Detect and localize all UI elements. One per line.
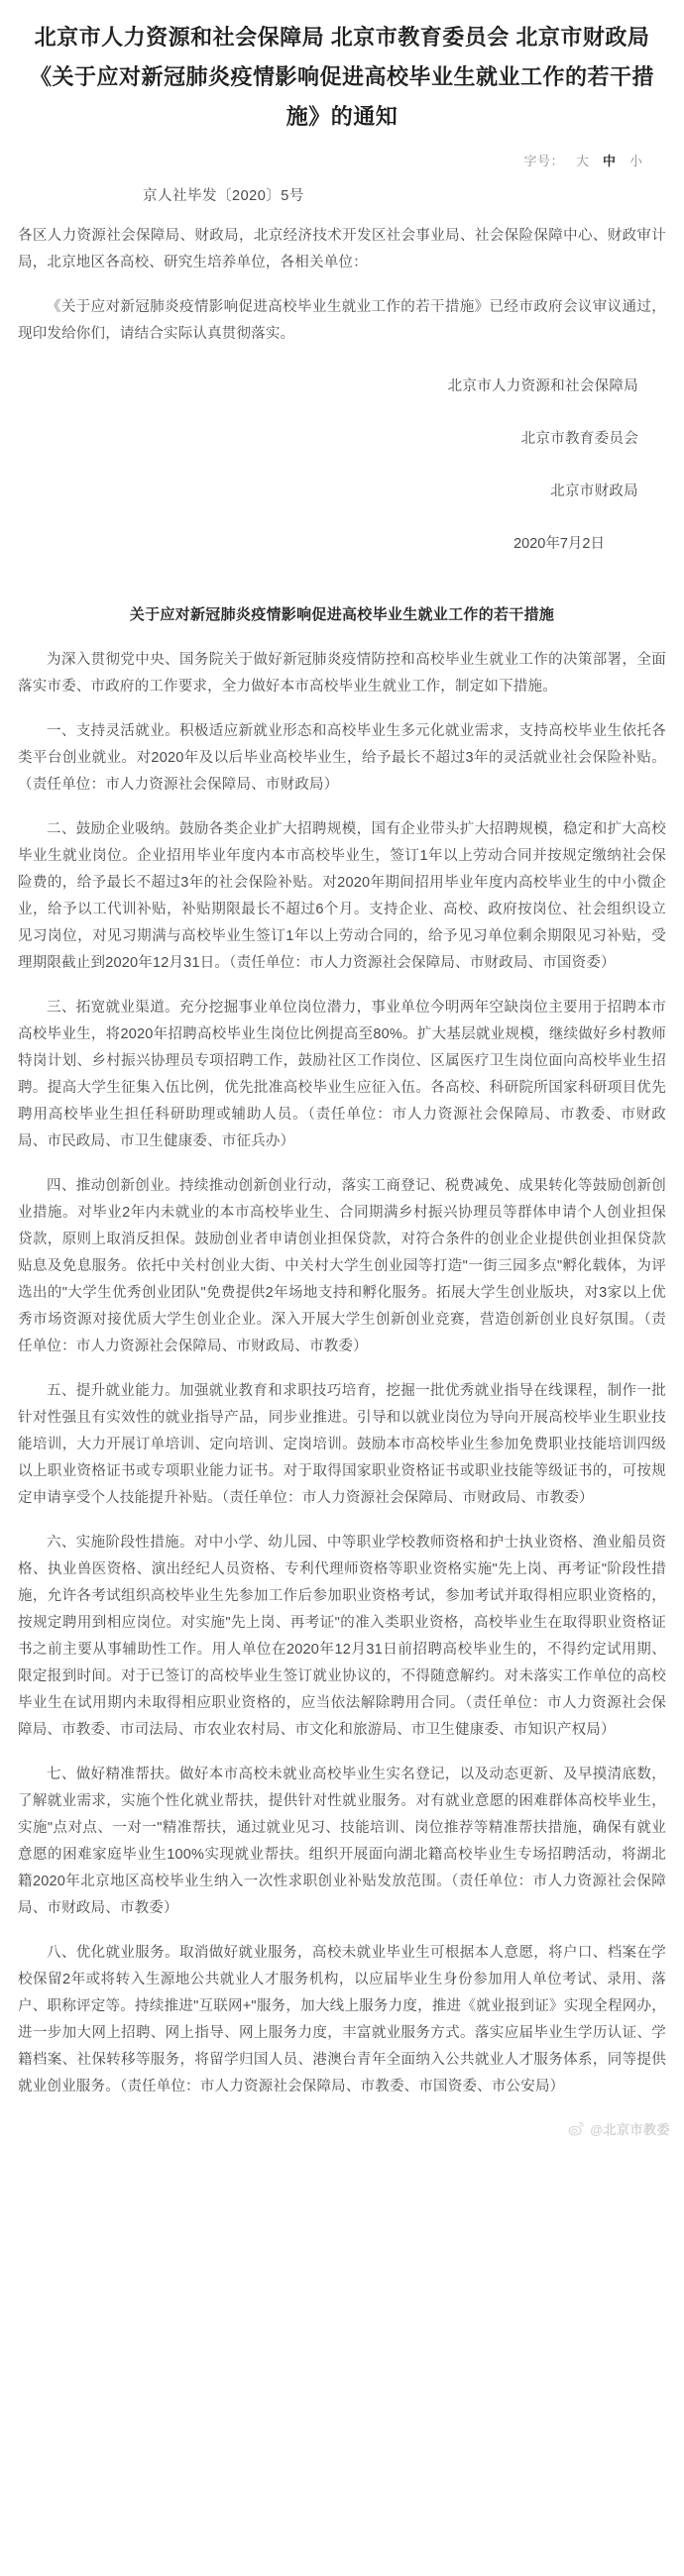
document-number: 京人社毕发〔2020〕5号 [143,188,304,204]
watermark-label: @北京市教委 [590,2122,670,2137]
page-title: 北京市人力资源和社会保障局 北京市教育委员会 北京市财政局《关于应对新冠肺炎疫情影响促进高校毕业生就业工作的若干措施》的通知 [29,25,654,129]
spacer [18,1159,666,1173]
signature-date: 2020年7月2日 [513,536,605,552]
signer-finance-bureau: 北京市财政局 [550,483,638,499]
measures-preamble: 为深入贯彻党中央、国务院关于做好新冠肺炎疫情防控和高校毕业生就业工作的决策部署，全面落实市委、市政府的工作要求，全力做好本市高校毕业生就业工作，制定如下措施。 [18,652,666,695]
spacer [18,1516,666,1530]
measure-item-1: 一、支持灵活就业。积极适应新就业形态和高校毕业生多元化就业需求，支持高校毕业生依托各类平台创业就业。对2020年及以后毕业高校毕业生，给予最长不超过3年的灵活就业社会保险补贴。（责任单位：市人力资源社会保障局、市财政局） [18,723,666,793]
letter-salutation: 各区人力资源社会保障局、财政局，北京经济技术开发区社会事业局、社会保险保障中心、财政审计局，北京地区各高校、研究生培养单位，各相关单位： [18,228,666,270]
letter-body: 《关于应对新冠肺炎疫情影响促进高校毕业生就业工作的若干措施》已经市政府会议审议通过，现印发给你们，请结合实际认真贯彻落实。 [18,299,666,342]
measure-item-5: 五、提升就业能力。加强就业教育和求职技巧培育，挖掘一批优秀就业指导在线课程，制作一批针对性强且有实效性的就业指导产品，同步业推进。引导和以就业岗位为导向开展高校毕业生职业技能培训，大力开展订单培训、定向培训、定岗培训。鼓励本市高校毕业生参加免费职业技能培训四级以上职业资格证书或专项职业能力证书。对于取得国家职业资格证书或职业技能等级证书的，可按规定申请享受个人技能提升补贴。（责任单位：市人力资源社会保障局、市财政局、市教委） [18,1383,666,1506]
spacer [18,1748,666,1762]
signer-education-commission: 北京市教育委员会 [520,431,638,447]
measure-item-8: 八、优化就业服务。取消做好就业服务，高校未就业毕业生可根据本人意愿，将户口、档案在学校保留2年或将转入生源地公共就业人才服务机构，以应届毕业生身份参加用人单位考试、录用、落户、职称评定等。持续推进"互联网+"服务，加大线上服务力度，推进《就业报到证》实现全程网办，进一步加大网上招聘、网上指导、网上服务力度，丰富就业服务方式。落实应届毕业生学历认证、学籍档案、社保转移等服务，将留学归国人员、港澳台青年全面纳入公共就业人才服务体系，同等提供就业创业服务。（责任单位：市人力资源社会保障局、市教委、市国资委、市公安局） [18,1945,666,2094]
spacer [18,704,666,718]
font-size-label: 字号： [523,154,564,168]
weibo-icon [568,2120,585,2137]
measure-item-7: 七、做好精准帮扶。做好本市高校未就业高校毕业生实名登记，以及动态更新、及早摸清底数，了解就业需求，实施个性化就业帮扶，提供针对性就业服务。对有就业意愿的困难群体高校毕业生，实施"点对点、一对一"精准帮扶，通过就业见习、技能培训、岗位推荐等精准帮扶措施，确保有就业意愿的困难家庭毕业生100%实现就业帮扶。组织开展面向湖北籍高校毕业生专场招聘活动，将湖北籍2020年北京地区高校毕业生纳入一次性求职创业补贴发放范围。（责任单位：市人力资源社会保障局、市财政局、市教委） [18,1767,666,1916]
measure-item-2: 二、鼓励企业吸纳。鼓励各类企业扩大招聘规模，国有企业带头扩大招聘规模，稳定和扩大高校毕业生就业岗位。企业招用毕业年度内本市高校毕业生，签订1年以上劳动合同并按规定缴纳社会保险费的，给予最长不超过3年的社会保险补贴。对2020年期间招用毕业年度内高校毕业生的中小微企业，给予以工代训补贴，补贴期限最长不超过6个月。支持企业、高校、政府按岗位、社会组织设立见习岗位，对见习期满与高校毕业生签订1年以上劳动合同的，给予见习单位剩余期限见习补贴，受理期限截止到2020年12月31日。（责任单位：市人力资源社会保障局、市财政局、市国资委） [18,821,666,971]
font-size-small-button[interactable]: 小 [628,154,642,168]
document-page [0,10,684,2144]
font-size-large-button[interactable]: 大 [575,154,589,168]
spacer [18,803,666,816]
measure-item-6: 六、实施阶段性措施。对中小学、幼儿园、中等职业学校教师资格和护士执业资格、渔业船员资格、执业兽医资格、演出经纪人员资格、专利代理师资格等职业资格实施"先上岗、再考证"阶段性措施，允许各考试组织高校毕业生先参加工作后参加职业资格考试，参加考试并取得相应职业资格的，按规定聘用到相应岗位。对实施"先上岗、再考证"的准入类职业资格，高校毕业生在取得职业资格证书之前主要从事辅助性工作。用人单位在2020年12月31日前招聘高校毕业生的，不得约定试用期、限定报到时间。对于已签订的高校毕业生签订就业协议的，不得随意解约。对未落实工作单位的高校毕业生在试用期内未取得相应职业资格的，应当依法解除聘用合同。（责任单位：市人力资源社会保障局、市教委、市司法局、市农业农村局、市文化和旅游局、市卫生健康委、市知识产权局） [18,1535,666,1738]
measure-item-4: 四、推动创新创业。持续推动创新创业行动，落实工商登记、税费减免、成果转化等鼓励创新创业措施。对毕业2年内未就业的本市高校毕业生、合同期满乡村振兴协理员等群体申请个人创业担保贷款，原则上取消反担保。鼓励创业者申请创业担保贷款，对符合条件的创业企业提供创业担保贷款贴息及免息服务。依托中关村创业大街、中关村大学生创业园等打造"一街三园多点"孵化载体，为评选出的"大学生优秀创业团队"免费提供2年场地支持和孵化服务。拓展大学生创业版块，对3家以上优秀市场资源对接优质大学生创业企业。深入开展大学生创新创业竞赛，营造创新创业良好氛围。（责任单位：市人力资源社会保障局、市财政局、市教委） [18,1178,666,1354]
spacer [18,280,666,294]
measure-item-3: 三、拓宽就业渠道。充分挖掘事业单位岗位潜力，事业单位今明两年空缺岗位主要用于招聘本市高校毕业生，将2020年招聘高校毕业生岗位比例提高至80%。扩大基层就业规模，继续做好乡村教师特岗计划、乡村振兴协理员专项招聘工作，鼓励社区工作岗位、区属医疗卫生岗位面向高校毕业生招聘。提高大学生征集入伍比例，优先批准高校毕业生应征入伍。各高校、科研院所国家科研项目优先聘用高校毕业生担任科研助理或辅助人员。（责任单位：市人力资源社会保障局、市教委、市财政局、市民政局、市卫生健康委、市征兵办） [18,1000,666,1149]
measures-heading: 关于应对新冠肺炎疫情影响促进高校毕业生就业工作的若干措施 [129,606,555,623]
weibo-watermark [568,2119,670,2138]
font-size-medium-button[interactable]: 中 [602,154,616,168]
spacer [18,1364,666,1378]
font-size-control [18,151,644,169]
spacer [18,981,666,995]
spacer [18,1926,666,1940]
signer-human-resources-bureau: 北京市人力资源和社会保障局 [447,378,638,394]
